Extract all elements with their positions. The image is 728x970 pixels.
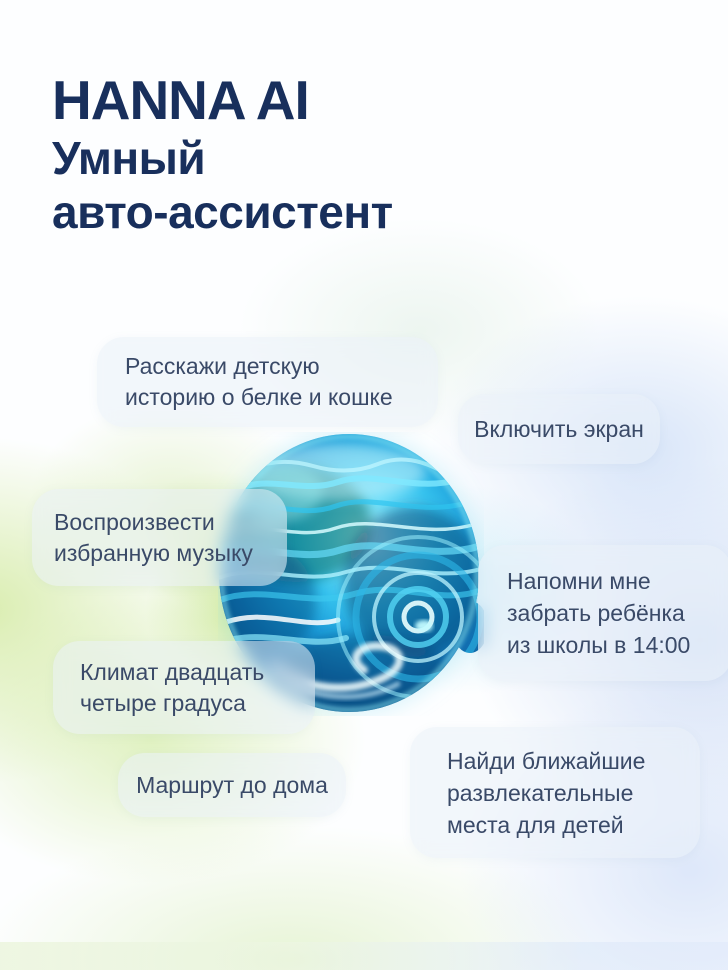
title-block — [52, 69, 393, 239]
bubble-line: Климат двадцать — [80, 658, 265, 685]
bubble-line: избранную музыку — [54, 539, 253, 566]
product-subtitle — [52, 131, 393, 239]
bubble-line: развлекательные — [447, 779, 634, 806]
subtitle-line-1: Умный — [52, 132, 206, 184]
command-bubble-route-home — [118, 753, 346, 817]
bubble-line: места для детей — [447, 811, 624, 838]
bubble-line: четыре градуса — [80, 689, 246, 716]
bubble-line: Маршрут до дома — [136, 771, 328, 798]
subtitle-line-2: авто-ассистент — [52, 186, 393, 238]
product-name: HANNA AI — [52, 69, 309, 131]
command-bubble-screen-on — [458, 394, 660, 464]
bubble-line: из школы в 14:00 — [507, 632, 691, 658]
bubble-line: Расскажи детскую — [125, 353, 320, 379]
command-bubble-music — [32, 489, 287, 586]
command-bubble-reminder — [478, 545, 728, 681]
bubble-line: Напомни мне — [507, 568, 651, 594]
bubble-line: историю о белке и кошке — [125, 384, 393, 410]
bubble-line: Включить экран — [474, 415, 644, 442]
command-bubble-climate — [53, 641, 315, 734]
bottom-gradient-band — [0, 942, 728, 970]
command-bubble-kids-places — [410, 727, 700, 858]
bubble-line: Воспроизвести — [54, 508, 215, 535]
command-bubble-story — [97, 337, 438, 427]
bubble-line: забрать ребёнка — [507, 600, 685, 626]
bubble-line: Найди ближайшие — [447, 747, 646, 774]
